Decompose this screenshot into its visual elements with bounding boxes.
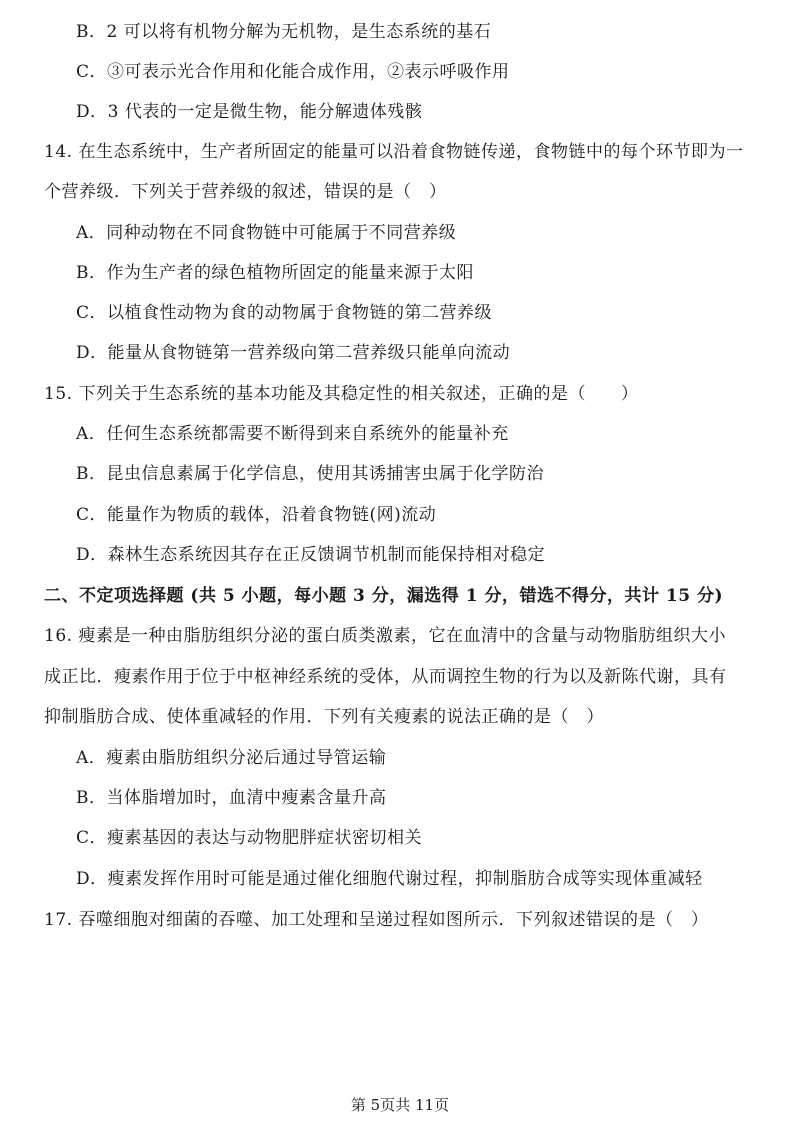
q14-stem-line-1: 14. 在生态系统中，生产者所固定的能量可以沿着食物链传递，食物链中的每个环节即为一 (44, 142, 744, 162)
q14-option-b: B．作为生产者的绿色植物所固定的能量来源于太阳 (76, 263, 474, 283)
q16-option-c: C．瘦素基因的表达与动物肥胖症状密切相关 (76, 828, 423, 848)
q17-stem: 17. 吞噬细胞对细菌的吞噬、加工处理和呈递过程如图所示．下列叙述错误的是（ ） (44, 910, 709, 930)
q16-stem-line-1: 16. 瘦素是一种由脂肪组织分泌的蛋白质类激素，它在血清中的含量与动物脂肪组织大小 (44, 626, 726, 646)
q13-option-b: B．2 可以将有机物分解为无机物，是生态系统的基石 (76, 22, 492, 42)
q16-option-a: A．瘦素由脂肪组织分泌后通过导管运输 (76, 748, 387, 768)
q15-option-a: A．任何生态系统都需要不断得到来自系统外的能量补充 (76, 424, 509, 444)
q16-option-b: B．当体脂增加时，血清中瘦素含量升高 (76, 788, 387, 808)
q15-option-b: B．昆虫信息素属于化学信息，使用其诱捕害虫属于化学防治 (76, 464, 544, 484)
q16-option-d: D．瘦素发挥作用时可能是通过催化细胞代谢过程，抑制脂肪合成等实现体重减轻 (76, 869, 703, 889)
q16-stem-line-2: 成正比．瘦素作用于位于中枢神经系统的受体，从而调控生物的行为以及新陈代谢，具有 (44, 667, 727, 687)
q15-option-d: D．森林生态系统因其存在正反馈调节机制而能保持相对稳定 (76, 545, 546, 565)
q14-option-a: A．同种动物在不同食物链中可能属于不同营养级 (76, 223, 457, 243)
q13-option-c: C．③可表示光合作用和化能合成作用，②表示呼吸作用 (76, 62, 510, 82)
section-heading: 二、不定项选择题 (共 5 小题，每小题 3 分，漏选得 1 分，错选不得分，共计 15 分) (44, 586, 723, 606)
q13-option-d: D．3 代表的一定是微生物，能分解遗体残骸 (76, 102, 423, 122)
q15-stem: 15. 下列关于生态系统的基本功能及其稳定性的相关叙述，正确的是（ ） (44, 384, 639, 404)
q14-stem-line-2: 个营养级．下列关于营养级的叙述，错误的是（ ） (44, 182, 447, 202)
q16-stem-line-3: 抑制脂肪合成、使体重减轻的作用．下列有关瘦素的说法正确的是（ ） (44, 707, 604, 727)
q14-option-d: D．能量从食物链第一营养级向第二营养级只能单向流动 (76, 343, 511, 363)
q15-option-c: C．能量作为物质的载体，沿着食物链(网)流动 (76, 505, 437, 525)
page-footer: 第 5页共 11页 (350, 1096, 450, 1114)
q14-option-c: C．以植食性动物为食的动物属于食物链的第二营养级 (76, 303, 493, 323)
